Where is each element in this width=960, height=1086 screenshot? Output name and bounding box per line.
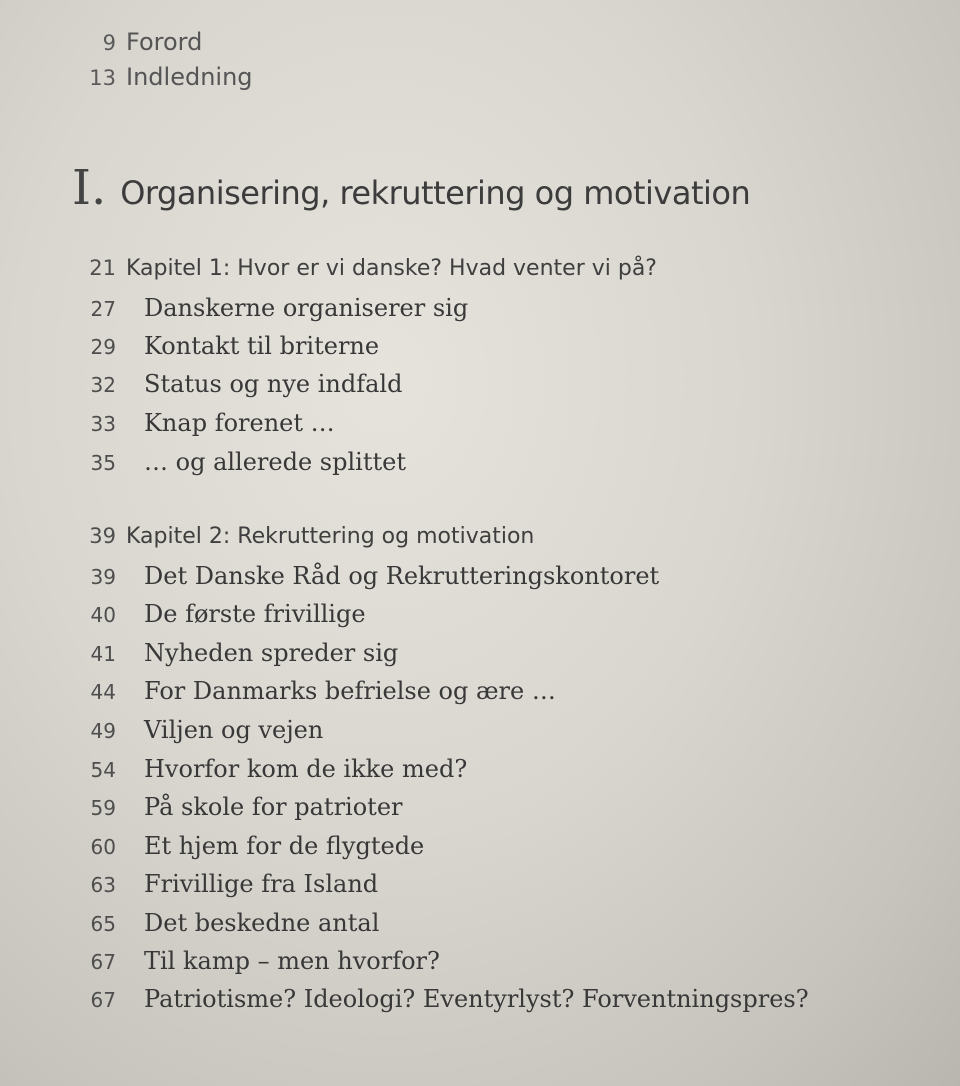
entry-title: Det beskedne antal xyxy=(144,909,380,937)
toc-entry-indledning[interactable] xyxy=(86,63,253,91)
page-number: 35 xyxy=(90,451,116,475)
chapter-title: Kapitel 2: Rekruttering og motivation xyxy=(126,524,535,549)
toc-entry[interactable] xyxy=(86,909,379,937)
page-number: 32 xyxy=(90,373,116,397)
toc-entry[interactable] xyxy=(86,332,379,360)
toc-chapter-1[interactable] xyxy=(86,256,657,281)
toc-entry[interactable] xyxy=(86,677,556,705)
page-number: 33 xyxy=(90,412,116,436)
toc-entry[interactable] xyxy=(86,793,403,821)
toc-entry[interactable] xyxy=(86,448,406,476)
entry-title: Danskerne organiserer sig xyxy=(144,294,469,322)
page-number: 67 xyxy=(90,950,116,974)
entry-title: Forord xyxy=(126,28,203,56)
toc-entry[interactable] xyxy=(86,600,366,628)
part-title: Organisering, rekruttering og motivation xyxy=(120,174,751,212)
entry-title: Et hjem for de flygtede xyxy=(144,832,425,860)
toc-entry[interactable] xyxy=(86,370,402,398)
toc-chapter-2[interactable] xyxy=(86,524,534,549)
page-number: 39 xyxy=(89,524,116,548)
page-number: 67 xyxy=(90,988,116,1012)
entry-title: Viljen og vejen xyxy=(144,716,324,744)
page-number: 59 xyxy=(90,796,116,820)
page-number: 39 xyxy=(90,565,116,589)
toc-entry-forord[interactable] xyxy=(86,28,202,56)
page-number: 54 xyxy=(90,758,116,782)
page-number: 27 xyxy=(90,297,116,321)
page-number: 49 xyxy=(90,719,116,743)
page-number: 41 xyxy=(90,642,116,666)
page-number: 65 xyxy=(90,912,116,936)
toc-entry[interactable] xyxy=(86,562,659,590)
part-heading xyxy=(72,160,750,216)
toc-entry[interactable] xyxy=(86,947,440,975)
entry-title: Patriotisme? Ideologi? Eventyrlyst? Forventningspres? xyxy=(144,985,809,1013)
entry-title: De første frivillige xyxy=(144,600,366,628)
page-number: 13 xyxy=(89,66,116,90)
page-number: 9 xyxy=(102,31,116,55)
entry-title: Hvorfor kom de ikke med? xyxy=(144,755,468,783)
page-number: 63 xyxy=(90,873,116,897)
entry-title: Indledning xyxy=(126,63,253,91)
page-number: 29 xyxy=(90,335,116,359)
page-number: 44 xyxy=(90,680,116,704)
page-number: 60 xyxy=(90,835,116,859)
entry-title: Kontakt til briterne xyxy=(144,332,380,360)
entry-title: På skole for patrioter xyxy=(144,793,403,821)
entry-title: Til kamp – men hvorfor? xyxy=(144,947,440,975)
toc-entry[interactable] xyxy=(86,832,424,860)
toc-entry[interactable] xyxy=(86,639,398,667)
page-number: 40 xyxy=(90,603,116,627)
toc-entry[interactable] xyxy=(86,985,809,1013)
entry-title: Status og nye indfald xyxy=(144,370,403,398)
page-number: 21 xyxy=(89,256,116,280)
entry-title: Det Danske Råd og Rekrutteringskontoret xyxy=(144,562,660,590)
toc-entry[interactable] xyxy=(86,409,335,437)
part-numeral: I. xyxy=(72,160,107,216)
toc-entry[interactable] xyxy=(86,294,468,322)
entry-title: Nyheden spreder sig xyxy=(144,639,399,667)
chapter-title: Kapitel 1: Hvor er vi danske? Hvad venter vi på? xyxy=(126,256,657,281)
toc-entry[interactable] xyxy=(86,870,378,898)
entry-title: … og allerede splittet xyxy=(144,448,406,476)
entry-title: Knap forenet … xyxy=(144,409,335,437)
entry-title: Frivillige fra Island xyxy=(144,870,379,898)
toc-entry[interactable] xyxy=(86,755,467,783)
toc-entry[interactable] xyxy=(86,716,323,744)
entry-title: For Danmarks befrielse og ære … xyxy=(144,677,556,705)
